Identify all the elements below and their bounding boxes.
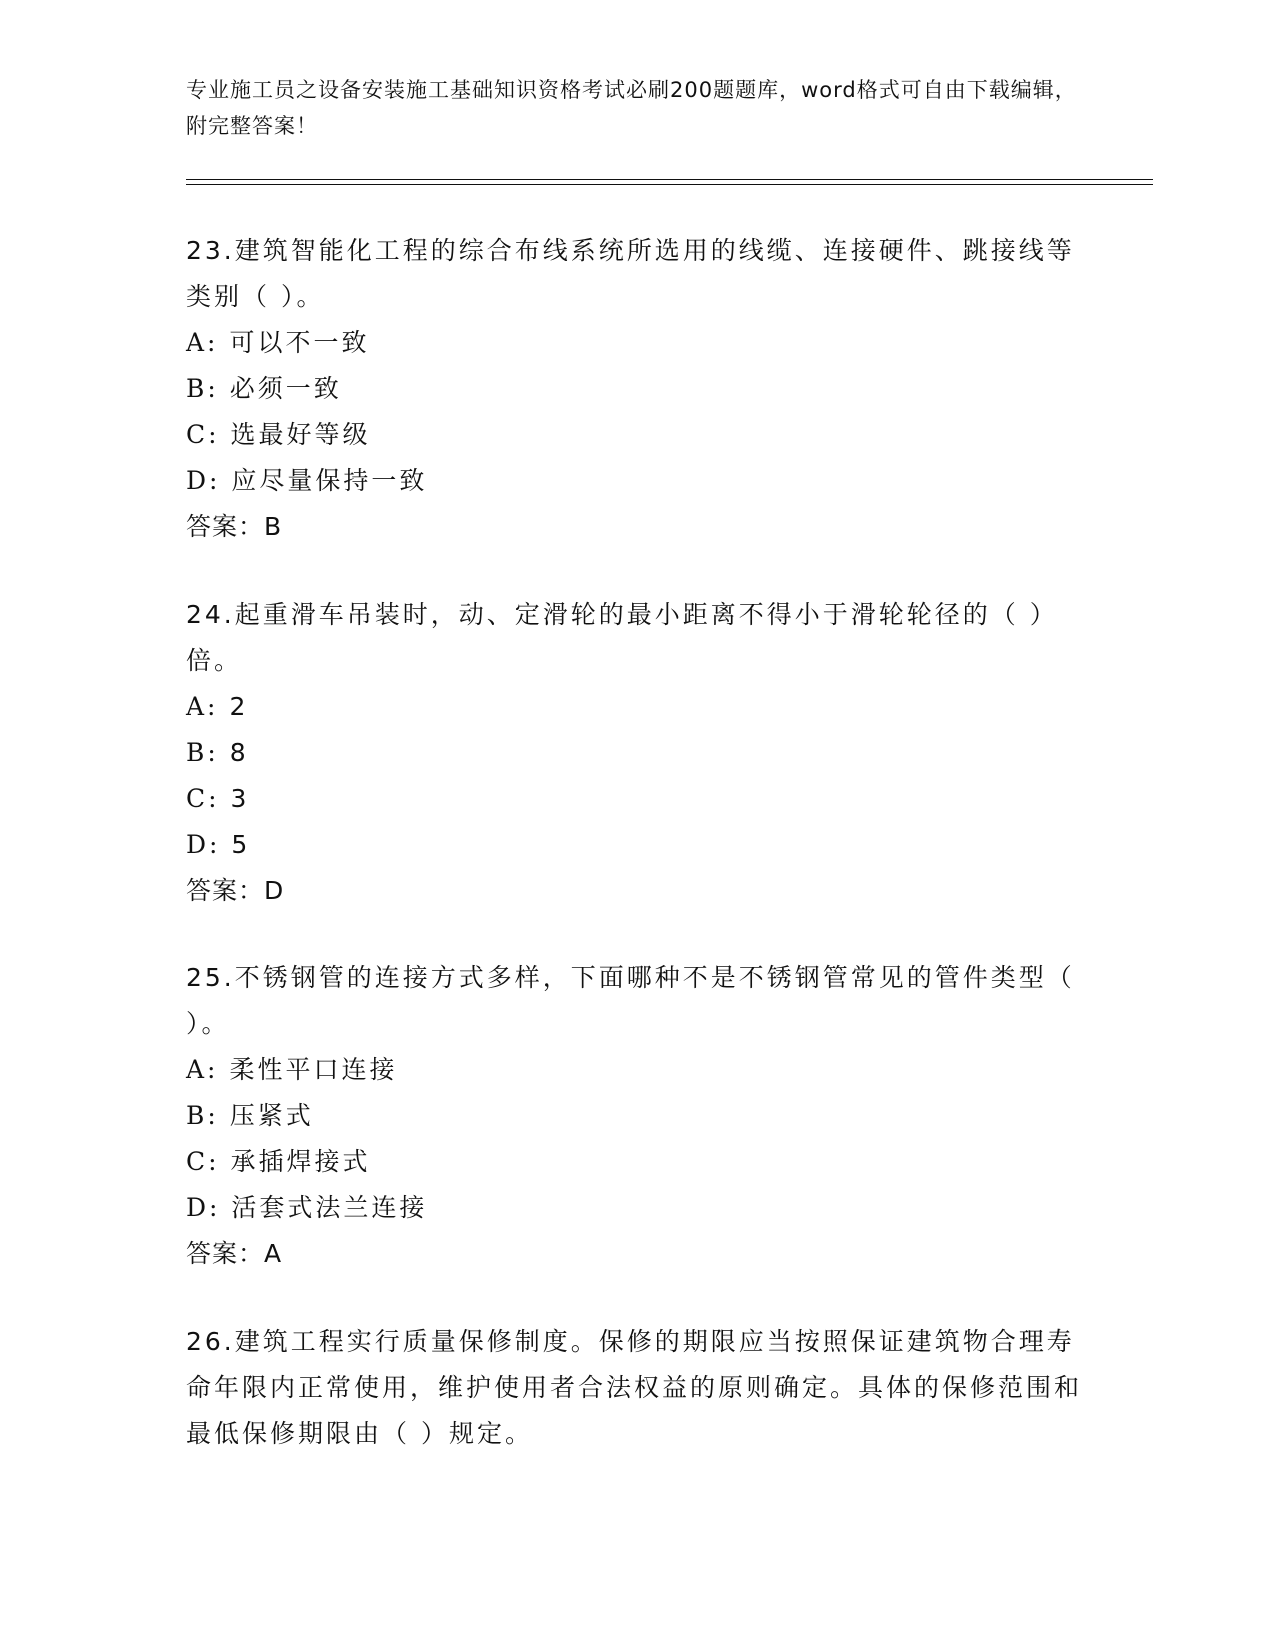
option-text: 必须一致 — [229, 374, 342, 403]
option-text: 活套式法兰连接 — [231, 1193, 428, 1222]
option-text: 承插焊接式 — [230, 1147, 371, 1176]
option-letter: C: — [186, 1147, 220, 1176]
question-stem: 26.建筑工程实行质量保修制度。保修的期限应当按照保证建筑物合理寿命年限内正常使用，维护使用者合法权益的原则确定。具体的保修范围和最低保修期限由（ ）规定。 — [186, 1327, 1083, 1448]
question-23 — [186, 228, 1086, 550]
header-divider-top — [186, 179, 1153, 180]
option-letter: C: — [186, 784, 220, 813]
option-a — [186, 684, 1086, 730]
question-stem: 23.建筑智能化工程的综合布线系统所选用的线缆、连接硬件、跳接线等类别（ ）。 — [186, 236, 1075, 311]
option-letter: D: — [186, 830, 221, 859]
option-text: 压紧式 — [229, 1101, 314, 1130]
option-b — [186, 730, 1086, 776]
option-letter: A: — [186, 328, 219, 357]
answer-value: B — [264, 512, 283, 541]
option-letter: C: — [186, 420, 220, 449]
option-b — [186, 366, 1086, 412]
question-stem: 24.起重滑车吊装时，动、定滑轮的最小距离不得小于滑轮轮径的（ ）倍。 — [186, 600, 1058, 675]
question-stem: 25.不锈钢管的连接方式多样，下面哪种不是不锈钢管常见的管件类型（ ）。 — [186, 963, 1075, 1038]
question-26 — [186, 1319, 1086, 1457]
option-c — [186, 776, 1086, 822]
answer-value: A — [264, 1239, 283, 1268]
answer-label: 答案： — [186, 512, 265, 541]
question-25 — [186, 955, 1086, 1277]
option-letter: D: — [186, 466, 221, 495]
option-d — [186, 458, 1086, 504]
option-text: 8 — [229, 738, 249, 767]
question-24 — [186, 592, 1086, 914]
document-header — [186, 72, 1086, 144]
answer-line — [186, 1231, 1086, 1277]
option-text: 柔性平口连接 — [229, 1055, 398, 1084]
option-c — [186, 412, 1086, 458]
option-text: 3 — [230, 784, 250, 813]
option-a — [186, 320, 1086, 366]
option-letter: B: — [186, 738, 219, 767]
option-letter: A: — [186, 1055, 219, 1084]
option-text: 2 — [229, 692, 249, 721]
option-letter: D: — [186, 1193, 221, 1222]
option-d — [186, 822, 1086, 868]
answer-label: 答案： — [186, 876, 265, 905]
option-letter: B: — [186, 374, 219, 403]
answer-line — [186, 868, 1086, 914]
option-text: 选最好等级 — [230, 420, 371, 449]
answer-line — [186, 504, 1086, 550]
option-c — [186, 1139, 1086, 1185]
option-d — [186, 1185, 1086, 1231]
header-divider-bottom — [186, 184, 1153, 185]
answer-value: D — [264, 876, 285, 905]
option-letter: B: — [186, 1101, 219, 1130]
answer-label: 答案： — [186, 1239, 265, 1268]
option-text: 5 — [231, 830, 251, 859]
option-a — [186, 1047, 1086, 1093]
option-text: 应尽量保持一致 — [231, 466, 428, 495]
header-intro-text: 专业施工员之设备安装施工基础知识资格考试必刷200题题库，word格式可自由下载编辑，附完整答案！ — [186, 78, 1077, 138]
option-text: 可以不一致 — [229, 328, 370, 357]
option-letter: A: — [186, 692, 219, 721]
option-b — [186, 1093, 1086, 1139]
